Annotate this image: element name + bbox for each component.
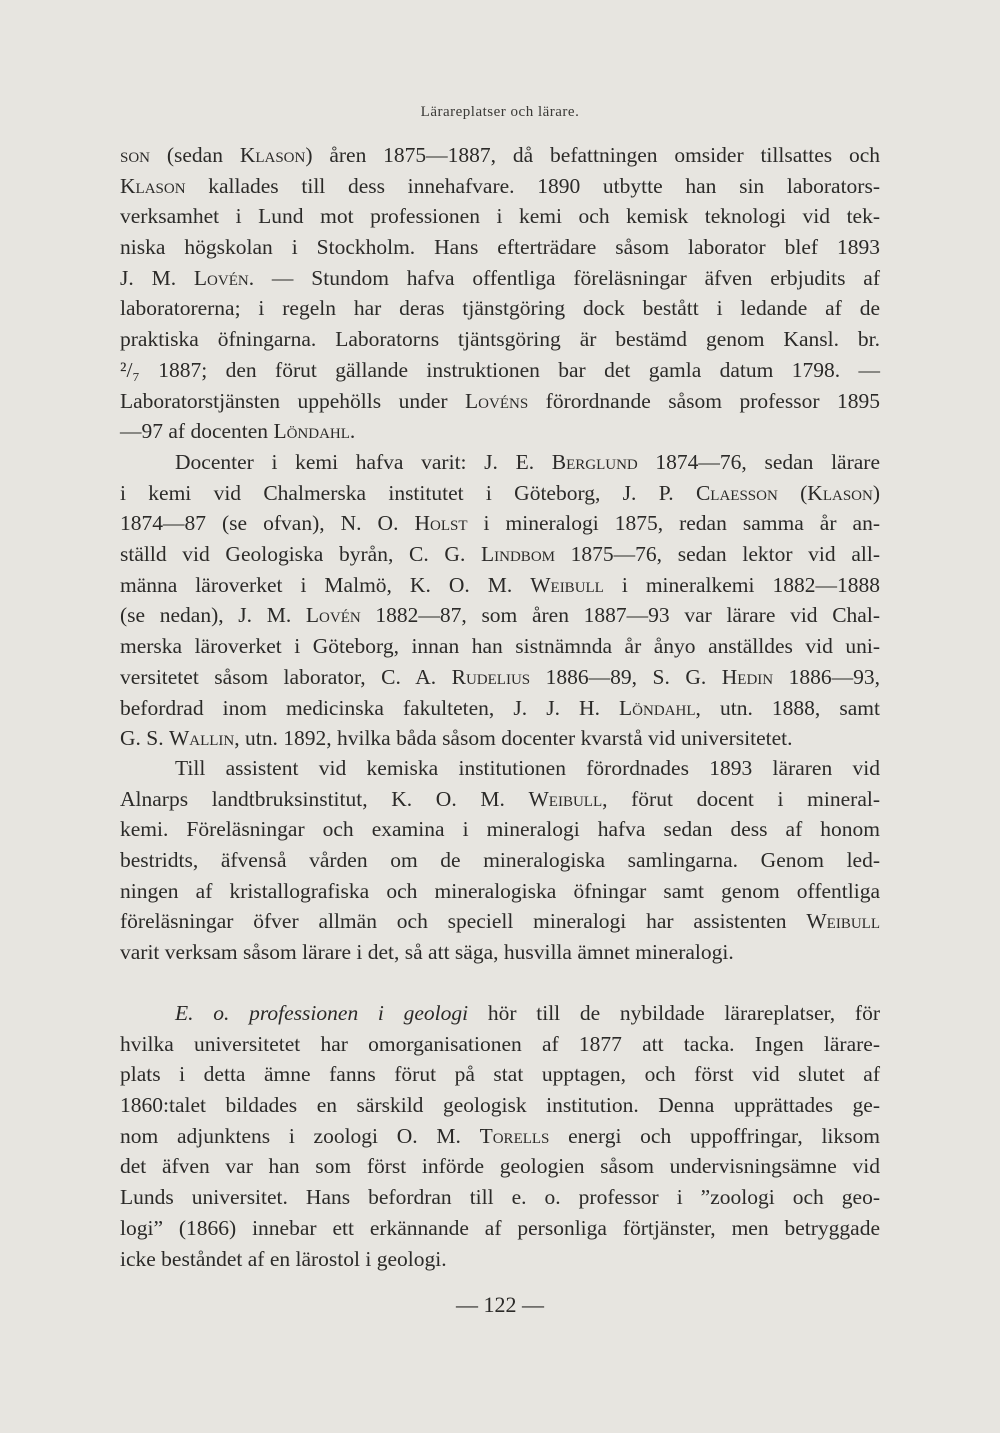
name-smallcaps: Holst — [414, 511, 468, 536]
text-line — [120, 293, 880, 324]
text-run: Docenter i kemi hafva varit: J. E. — [175, 450, 552, 474]
name-smallcaps: Klason — [807, 480, 873, 505]
text-run: ²/₇ 1887; den förut gällande instruktionen bar det gamla datum 1798. — — [120, 357, 880, 382]
page-number: — 122 — — [456, 1292, 544, 1317]
text-run: männa läroverket i Malmö, K. O. M. — [120, 572, 531, 597]
text-run: ningen af kristallografiska och mineralogiska öfningar samt genom offentliga — [120, 878, 880, 903]
text-run: (se nedan), J. M. — [120, 603, 306, 628]
text-run: . — [349, 419, 356, 444]
text-run: Alnarps landtbruksinstitut, K. O. M. — [120, 786, 529, 811]
text-line — [120, 1121, 880, 1152]
text-line — [120, 600, 880, 631]
text-line — [120, 937, 880, 968]
text-line — [120, 232, 880, 263]
text-run: hör till de nybildade lärareplatser, för — [468, 1001, 880, 1025]
text-run: förordnande såsom professor 1895 — [528, 388, 880, 413]
text-line — [120, 386, 880, 417]
text-line — [120, 631, 880, 662]
text-run: Laboratorstjänsten uppehölls under — [120, 388, 466, 413]
text-run: 1860:talet bildades en särskild geologisk institution. Denna upprättades ge- — [120, 1093, 880, 1118]
text-run: ) åren 1875—1887, då befattningen omsider tillsattes och — [305, 143, 880, 167]
name-smallcaps: Wallin — [168, 726, 235, 751]
text-line — [120, 784, 880, 815]
text-run: ställd vid Geologiska byrån, C. G. — [120, 542, 482, 567]
text-run: niska högskolan i Stockholm. Hans efterträdare såsom laborator blef 1893 — [120, 235, 880, 260]
name-smallcaps: Weibull — [806, 909, 880, 934]
text-run: nom adjunktens i zoologi O. M. — [120, 1123, 480, 1148]
text-run: , utn. 1888, samt — [695, 695, 880, 720]
text-line — [120, 416, 880, 447]
paragraph-2 — [120, 447, 880, 754]
name-smallcaps: Klason — [120, 173, 186, 198]
text-run: , utn. 1892, hvilka båda såsom docenter kvarstå vid universitetet. — [234, 726, 793, 751]
text-line — [120, 447, 880, 478]
text-run: logi” (1866) innebar ett erkännande af personliga förtjänster, men betryggade — [120, 1215, 880, 1240]
text-run: det äfven var han som först införde geologien såsom undervisningsämne vid — [120, 1154, 880, 1179]
text-run: Lunds universitet. Hans befordran till e. o. professor i ”zoologi och geo- — [120, 1185, 880, 1210]
text-run: 1882—87, som åren 1887—93 var lärare vid Chal- — [360, 603, 880, 628]
text-line — [120, 693, 880, 724]
text-line — [120, 1244, 880, 1275]
text-run: hvilka universitetet har omorganisationen af 1877 att tacka. Ingen lärare- — [120, 1031, 880, 1056]
text-run: ) — [872, 480, 880, 505]
name-smallcaps: Lovéns — [465, 388, 529, 413]
text-run: i mineralkemi 1882—1888 — [603, 572, 880, 597]
name-smallcaps: Lovén — [305, 603, 361, 628]
text-run: J. M. — [120, 265, 194, 290]
name-smallcaps: Weibull — [530, 572, 604, 597]
text-run: icke beståndet af en lärostol i geologi. — [120, 1246, 447, 1271]
text-line — [120, 570, 880, 601]
paragraph-3 — [120, 753, 880, 968]
text-line — [120, 753, 880, 784]
name-smallcaps: Hedin — [721, 664, 774, 689]
text-run: kemi. Föreläsningar och examina i mineralogi hafva sedan dess af honom — [120, 817, 880, 842]
text-line — [120, 906, 880, 937]
text-run: —97 af docenten — [120, 419, 274, 444]
text-run: 1874—76, sedan lärare — [637, 450, 880, 474]
text-run: G. S. — [120, 726, 169, 751]
name-smallcaps: Berglund — [551, 450, 638, 474]
text-run: . — Stundom hafva offentliga föreläsningar äfven erbjudits af — [248, 265, 880, 290]
text-line — [120, 1029, 880, 1060]
text-line — [120, 1090, 880, 1121]
text-line — [120, 478, 880, 509]
text-line — [120, 1059, 880, 1090]
text-run: befordrad inom medicinska fakulteten, J. J. H. — [120, 695, 620, 720]
text-run: (sedan — [150, 143, 240, 167]
text-run: , förut docent i mineral- — [602, 786, 880, 811]
name-smallcaps: Claesson — [695, 480, 778, 505]
text-run: praktiska öfningarna. Laboratorns tjäntsgöring är bestämd genom Kansl. br. — [120, 327, 880, 352]
name-smallcaps: Torells — [479, 1123, 550, 1148]
text-line — [120, 998, 880, 1029]
text-run: 1875—76, sedan lektor vid all- — [554, 542, 880, 567]
text-line — [120, 508, 880, 539]
italic-text: E. o. professionen i geologi — [175, 1001, 469, 1025]
name-smallcaps: Lovén — [193, 265, 249, 290]
text-run: energi och uppoffringar, liksom — [549, 1123, 880, 1148]
text-line — [120, 1213, 880, 1244]
text-line — [120, 876, 880, 907]
text-run: versitetet såsom laborator, C. A. — [120, 664, 452, 689]
text-run: bestridts, äfvenså vården om de mineralogiska samlingarna. Genom led- — [120, 848, 880, 873]
text-run: plats i detta ämne fanns förut på stat upptagen, och först vid slutet af — [120, 1062, 880, 1087]
text-run: föreläsningar öfver allmän och speciell mineralogi har assistenten — [120, 909, 807, 934]
text-line — [120, 814, 880, 845]
text-line — [120, 140, 880, 171]
text-line — [120, 539, 880, 570]
text-line — [120, 324, 880, 355]
text-run: kallades till dess innehafvare. 1890 utbytte han sin laborators- — [185, 173, 880, 198]
text-run: laboratorerna; i regeln har deras tjänstgöring dock bestått i ledande af de — [120, 296, 880, 321]
text-line — [120, 171, 880, 202]
text-run: verksamhet i Lund mot professionen i kemi och kemisk teknologi vid tek- — [120, 204, 880, 229]
text-run: varit verksam såsom lärare i det, så att säga, husvilla ämnet mineralogi. — [120, 940, 734, 965]
text-run: Till assistent vid kemiska institutionen förordnades 1893 läraren vid — [175, 756, 880, 780]
name-smallcaps: Klason — [239, 143, 306, 167]
name-smallcaps: Löndahl — [273, 419, 350, 444]
text-line — [120, 845, 880, 876]
text-line — [120, 201, 880, 232]
name-smallcaps: Rudelius — [451, 664, 531, 689]
text-line — [120, 1151, 880, 1182]
text-run: i mineralogi 1875, redan samma år an- — [467, 511, 880, 536]
text-line — [120, 662, 880, 693]
name-smallcaps: Lindbom — [481, 542, 555, 567]
text-run: 1874—87 (se ofvan), N. O. — [120, 511, 415, 536]
name-smallcaps: Weibull — [528, 786, 603, 811]
text-line — [120, 1182, 880, 1213]
text-run: 1886—93, — [773, 664, 881, 689]
text-run: 1886—89, S. G. — [530, 664, 722, 689]
name-smallcaps: Löndahl — [619, 695, 696, 720]
text-line — [120, 723, 880, 754]
text-run: i kemi vid Chalmerska institutet i Göteborg, J. P. — [120, 480, 696, 505]
paragraph-1 — [120, 140, 880, 447]
name-smallcaps: son — [120, 143, 151, 167]
text-run: ( — [777, 480, 808, 505]
paragraph-4 — [120, 998, 880, 1274]
text-line — [120, 263, 880, 294]
running-header: Lärareplatser och lärare. — [420, 104, 580, 120]
text-run: merska läroverket i Göteborg, innan han sistnämnda år ånyo anställdes vid uni- — [120, 634, 880, 659]
text-line — [120, 355, 880, 386]
